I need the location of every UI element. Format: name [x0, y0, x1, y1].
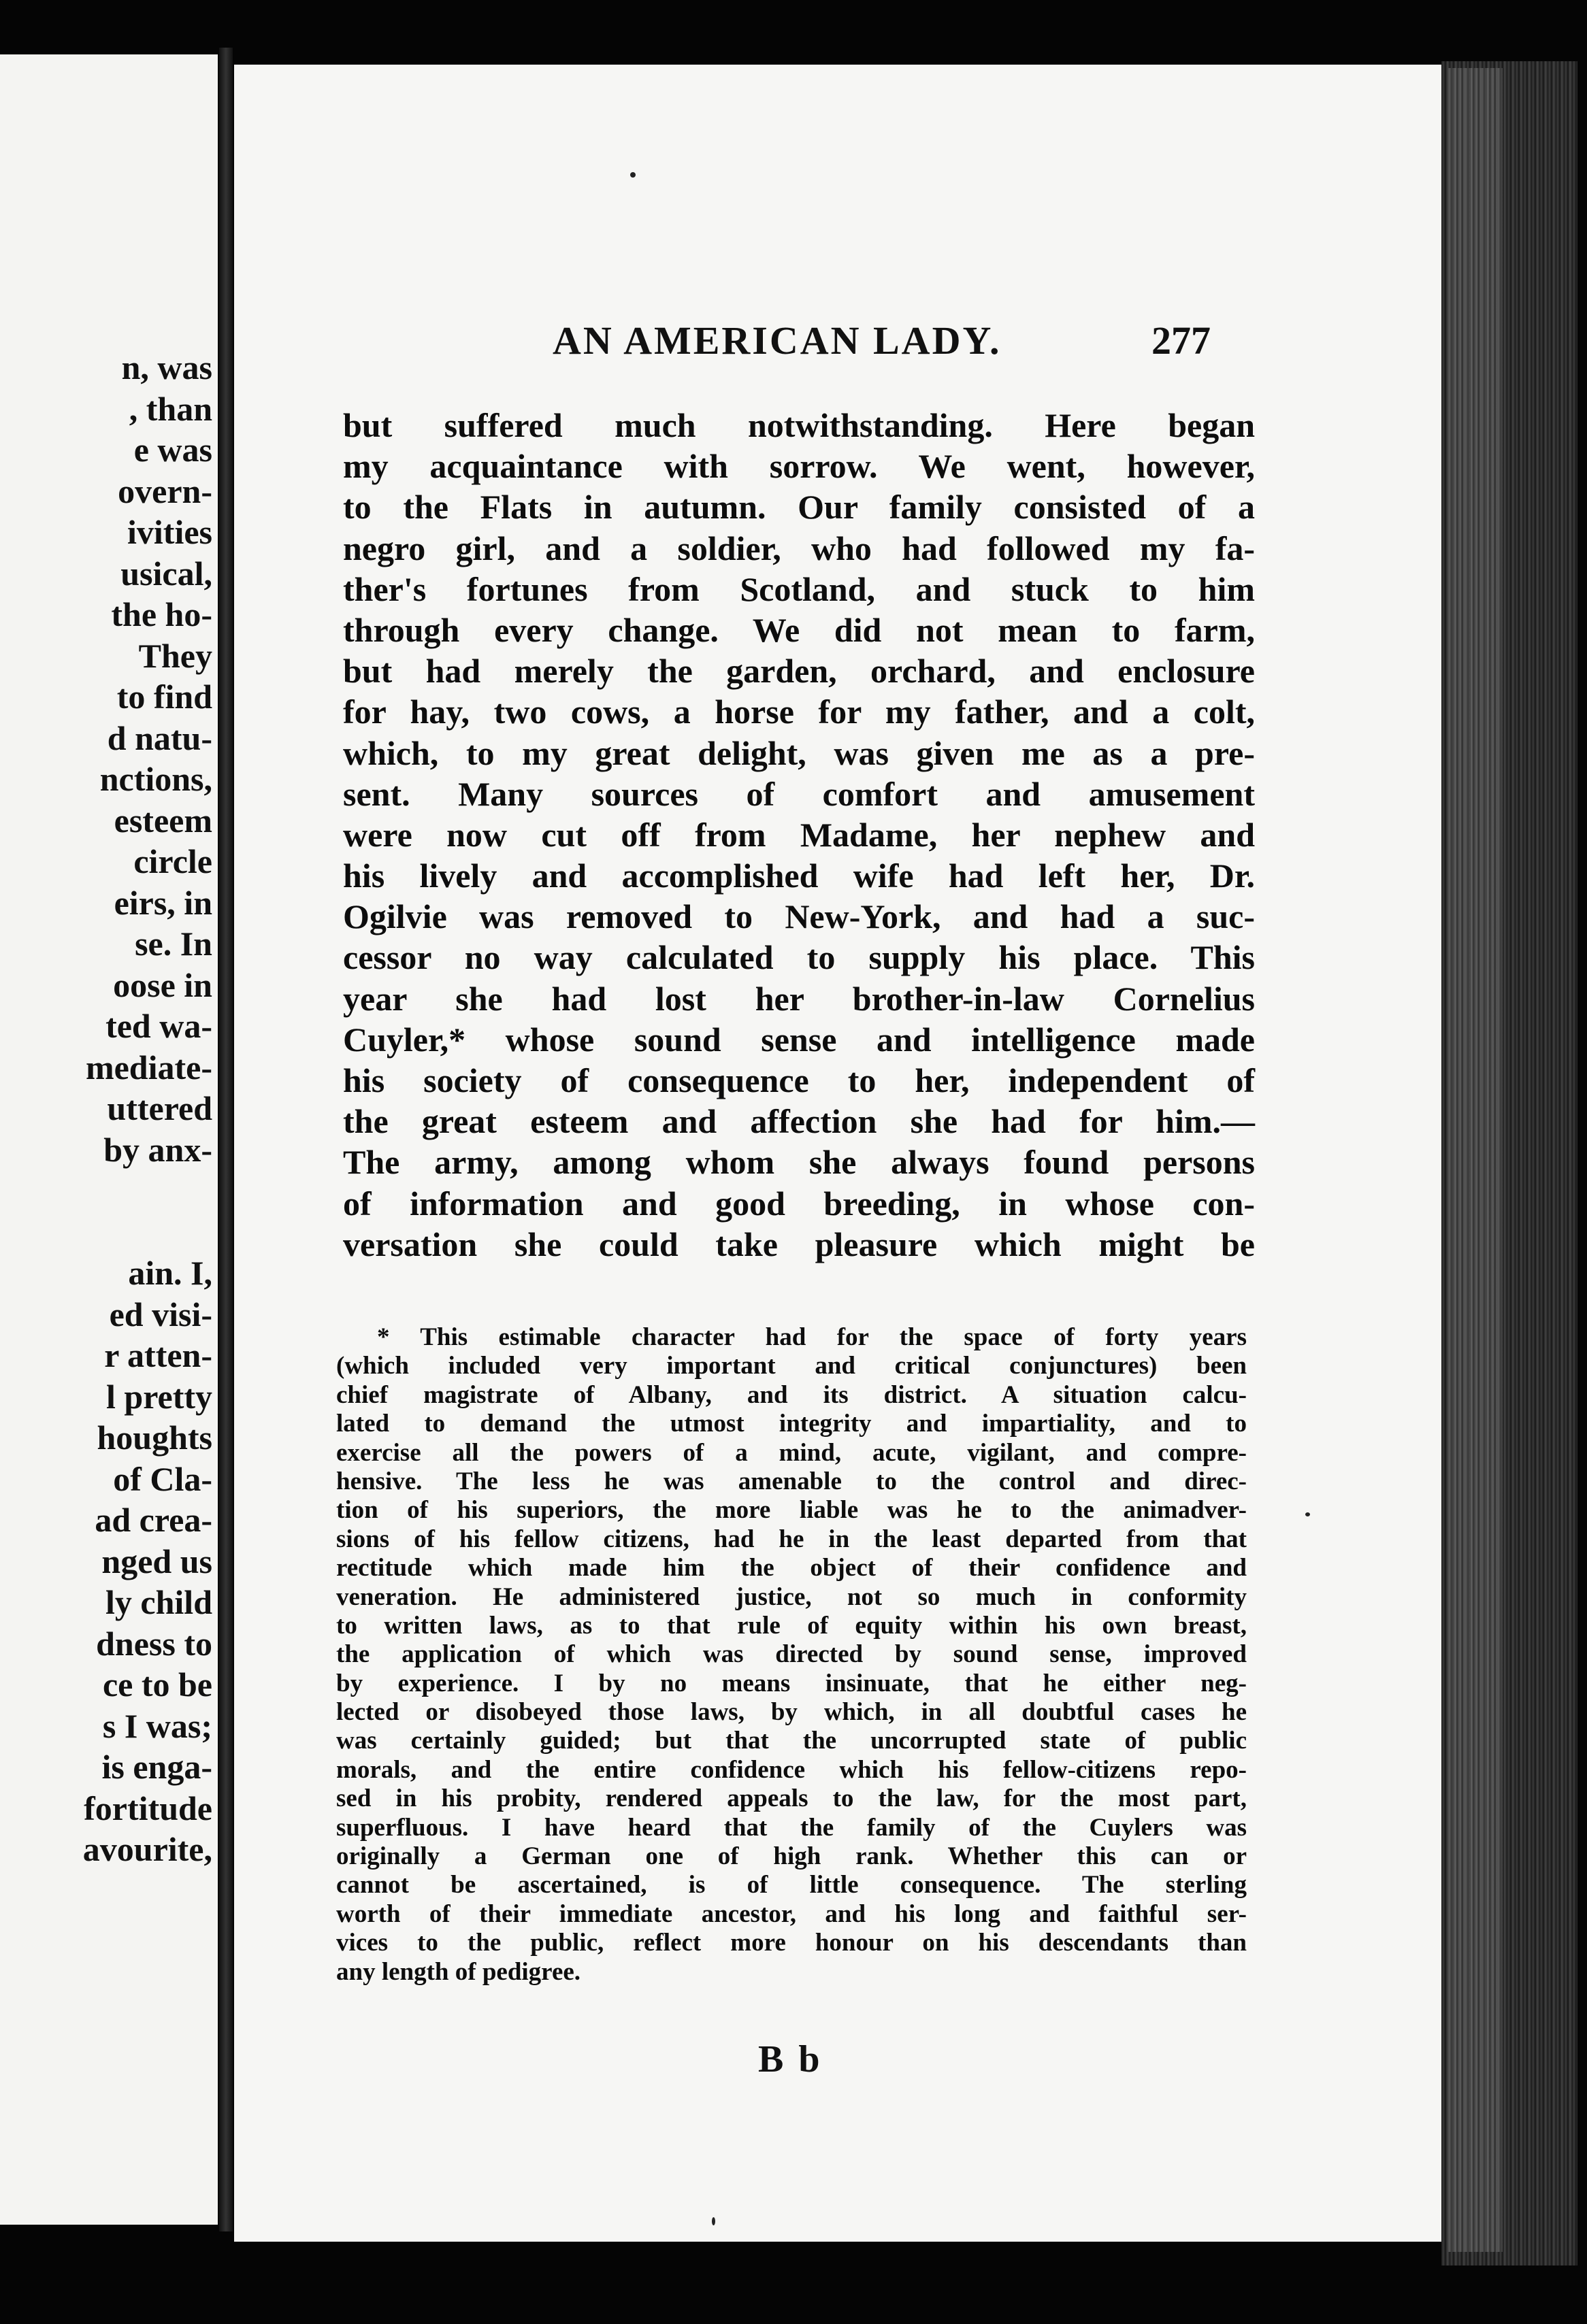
- left-page-line: is enga-: [101, 1748, 212, 1786]
- footnote-line: the application of which was directed by sound sense, improved: [336, 1640, 1247, 1669]
- left-page-line: ad crea-: [95, 1501, 212, 1539]
- left-page-line: to find: [116, 678, 212, 716]
- footnote-line: morals, and the entire confidence which his fellow-citizens repo-: [336, 1755, 1247, 1784]
- left-page-line: usical,: [120, 554, 212, 593]
- body-line: versation she could take pleasure which might be: [343, 1225, 1255, 1263]
- body-line: through every change. We did not mean to farm,: [343, 610, 1255, 649]
- running-head: [234, 250, 1456, 363]
- left-page-line: se. In: [135, 925, 212, 963]
- left-page-line: They: [138, 636, 212, 675]
- footnote-line: * This estimable character had for the space of forty years: [377, 1323, 1247, 1351]
- left-page-line: r atten-: [104, 1336, 212, 1374]
- left-page-line: s I was;: [102, 1706, 212, 1745]
- footnote-line: hensive. The less he was amenable to the control and direc-: [336, 1467, 1247, 1495]
- running-title: AN AMERICAN LADY.: [553, 318, 1002, 363]
- left-page-line: oose in: [113, 965, 212, 1004]
- body-line: year she had lost her brother-in-law Cornelius: [343, 979, 1255, 1018]
- body-line: of information and good breeding, in whose con-: [343, 1184, 1255, 1223]
- body-line: the great esteem and affection she had for him.—: [343, 1102, 1255, 1141]
- footnote-line: lected or disobeyed those laws, by which, in all doubtful cases he: [336, 1698, 1247, 1727]
- speck: [712, 2217, 715, 2225]
- left-page-line: d natu-: [107, 718, 212, 757]
- left-page-line: overn-: [118, 471, 212, 510]
- left-page-line: ted wa-: [105, 1007, 212, 1045]
- footnote-line: was certainly guided; but that the uncorrupted state of public: [336, 1727, 1247, 1755]
- left-page-line: ain. I,: [128, 1254, 212, 1292]
- body-text: [343, 405, 1255, 1265]
- body-line: but had merely the garden, orchard, and enclosure: [343, 652, 1255, 691]
- body-line: which, to my great delight, was given me as a pre-: [343, 733, 1255, 772]
- footnote-line: originally a German one of high rank. Whether this can or: [336, 1842, 1247, 1871]
- footnote-line: worth of their immediate ancestor, and his long and faithful ser-: [336, 1899, 1247, 1928]
- footnote-line: sed in his probity, rendered appeals to the law, for the most part,: [336, 1784, 1247, 1813]
- body-line: his lively and accomplished wife had left her, Dr.: [343, 857, 1255, 895]
- footnote-line: lated to demand the utmost integrity and impartiality, and to: [336, 1410, 1247, 1438]
- footnote-line: superfluous. I have heard that the family of the Cuylers was: [336, 1813, 1247, 1842]
- body-line: but suffered much notwithstanding. Here began: [343, 406, 1255, 444]
- footnote-line: chief magistrate of Albany, and its district. A situation calcu-: [336, 1380, 1247, 1409]
- footnote-line: tion of his superiors, the more liable was he to the animadver-: [336, 1496, 1247, 1525]
- speck: [1305, 1512, 1310, 1516]
- left-page-line: e was: [133, 431, 212, 469]
- left-page-line: nged us: [101, 1542, 212, 1580]
- body-line: for hay, two cows, a horse for my father, and a colt,: [343, 693, 1255, 731]
- body-line: cessor no way calculated to supply his place. This: [343, 938, 1255, 977]
- left-page-line: nctions,: [99, 760, 212, 798]
- page-number: 277: [1151, 318, 1211, 363]
- left-page-line: , than: [129, 389, 212, 428]
- left-page-text-fragment: [83, 347, 212, 1870]
- left-page-line: ce to be: [102, 1665, 212, 1704]
- body-line: Cuyler,* whose sound sense and intelligence made: [343, 1020, 1255, 1059]
- left-page-line: the ho-: [111, 595, 212, 633]
- left-page-line: mediate-: [85, 1048, 212, 1086]
- footnote-line: by experience. I by no means insinuate, that he either neg-: [336, 1669, 1247, 1697]
- footnote-line: (which included very important and critical conjunctures) been: [336, 1352, 1247, 1380]
- left-page-line: uttered: [107, 1089, 212, 1127]
- footnote-line: cannot be ascertained, is of little consequence. The sterling: [336, 1871, 1247, 1899]
- footnote-line: rectitude which made him the object of their confidence and: [336, 1554, 1247, 1582]
- body-line: sent. Many sources of comfort and amusement: [343, 774, 1255, 813]
- speck: [630, 172, 636, 178]
- book-gutter: [219, 48, 233, 2231]
- left-page-line: ed visi-: [109, 1295, 212, 1333]
- body-line: his society of consequence to her, independent of: [343, 1061, 1255, 1099]
- left-page-line: houghts: [97, 1418, 212, 1457]
- footnote-line: vices to the public, reflect more honour on his descendants than: [336, 1929, 1247, 1957]
- body-line: were now cut off from Madame, her nephew and: [343, 815, 1255, 854]
- left-page-line: ivities: [127, 513, 212, 551]
- left-page-line: of Cla-: [113, 1459, 212, 1498]
- body-line: ther's fortunes from Scotland, and stuck to him: [343, 569, 1255, 608]
- footnote-line: any length of pedigree.: [336, 1957, 581, 1986]
- footnote-line: veneration. He administered justice, not so much in conformity: [336, 1582, 1247, 1611]
- footnote-line: to written laws, as to that rule of equity within his own breast,: [336, 1611, 1247, 1640]
- footnote-line: exercise all the powers of a mind, acute, vigilant, and compre-: [336, 1438, 1247, 1467]
- footnote: [336, 1323, 1247, 1987]
- body-line: The army, among whom she always found persons: [343, 1143, 1255, 1182]
- left-page-line: l pretty: [106, 1377, 212, 1416]
- signature-mark: B b: [758, 2038, 823, 2080]
- body-line: negro girl, and a soldier, who had followed my fa-: [343, 529, 1255, 567]
- left-page-line: n, was: [121, 348, 212, 386]
- left-page-line: dness to: [96, 1624, 212, 1663]
- left-page-line: eirs, in: [114, 883, 212, 922]
- left-page-line: circle: [133, 842, 212, 880]
- left-facing-page: [0, 54, 218, 2225]
- body-line: my acquaintance with sorrow. We went, however,: [343, 447, 1255, 486]
- left-page-line: fortitude: [84, 1789, 212, 1827]
- left-page-line: esteem: [114, 801, 212, 840]
- left-page-line: ly child: [105, 1583, 212, 1621]
- footnote-line: sions of his fellow citizens, had he in the least departed from that: [336, 1525, 1247, 1553]
- left-page-line: by anx-: [103, 1130, 212, 1169]
- left-page-line: avourite,: [82, 1830, 212, 1868]
- body-line: to the Flats in autumn. Our family consisted of a: [343, 488, 1255, 527]
- body-line: Ogilvie was removed to New-York, and had a suc-: [343, 897, 1255, 936]
- page-edges-highlight: [1448, 68, 1503, 2252]
- main-page: [234, 65, 1456, 2242]
